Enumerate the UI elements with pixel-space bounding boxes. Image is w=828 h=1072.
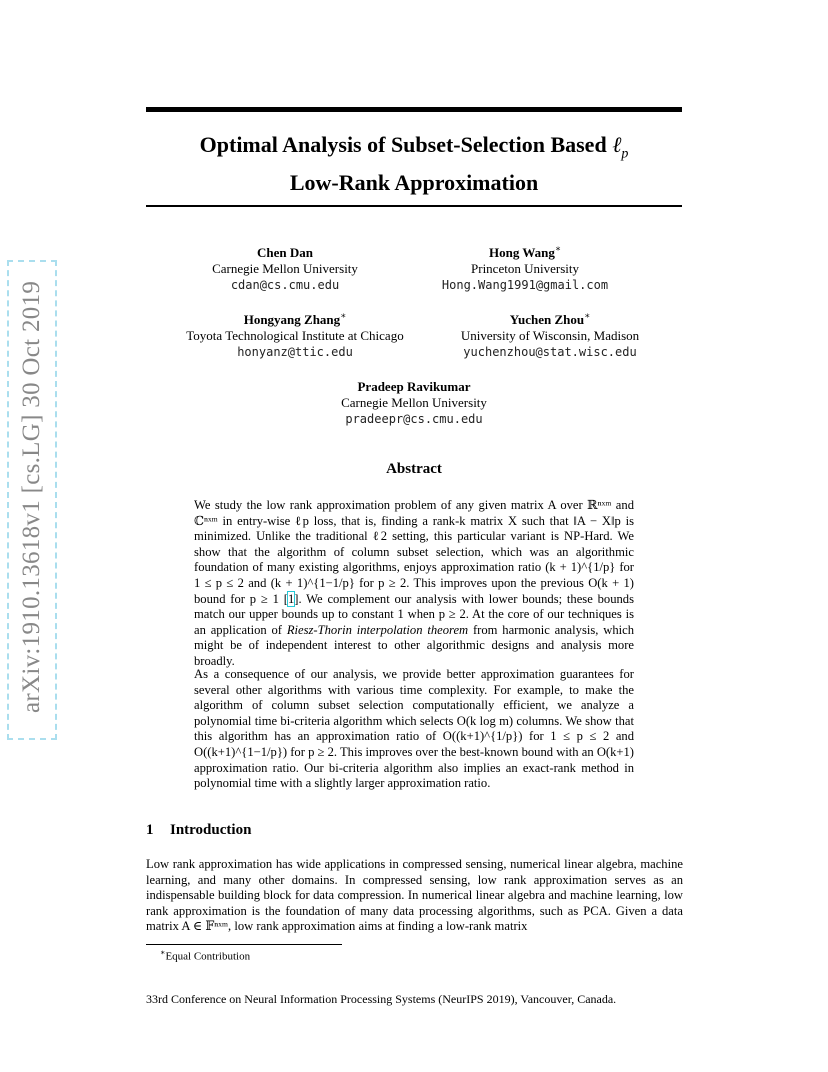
author-block-4 (440, 312, 660, 360)
author-block-2 (420, 245, 630, 293)
author-block-3 (170, 312, 420, 360)
author-name: Pradeep Ravikumar (357, 379, 471, 394)
arxiv-stamp[interactable]: arXiv:1910.13618v1 [cs.LG] 30 Oct 2019 (18, 280, 45, 714)
abstract-emphasis: Riesz-Thorin interpolation theorem (286, 622, 469, 637)
abstract-text: ]. We complement our analysis with lower bounds; these bounds match our upper bounds up to constant 1 when p ≥ 2. At the core of our techniques is an application of (194, 591, 634, 637)
author-name: Hongyang Zhang (243, 312, 341, 327)
author-affiliation: Carnegie Mellon University (341, 395, 487, 410)
title-sub: p (621, 146, 629, 162)
abstract-heading: Abstract (386, 461, 442, 477)
title-ell: ℓ (612, 132, 622, 157)
author-email[interactable]: honyanz@ttic.edu (237, 345, 353, 359)
author-mark: ∗ (340, 310, 347, 321)
author-name: Chen Dan (257, 245, 313, 260)
author-affiliation: Princeton University (471, 261, 579, 276)
section-number: 1 (146, 822, 154, 838)
abstract-text: We study the low rank approximation problem of any given matrix A over ℝⁿˣᵐ and ℂⁿˣᵐ in entry-wise ℓp loss, that is, finding a rank-k matrix X such that ‖A − X‖p is minimized. Unlike the traditional ℓ2 setting, this particular variant is NP-Hard. We show that the algorithm of column subset selection, which was an algorithmic foundation of many existing algorithms, enjoys approximation ratio (k + 1)^{1/p} for 1 ≤ p ≤ 2 and (k + 1)^{1−1/p} for p ≥ 2. This improves upon the previous O(k + 1) bound for p ≥ 1 [ (194, 498, 634, 606)
footnote-mark: ∗ (160, 948, 166, 957)
section-title: Introduction (170, 822, 252, 838)
abstract-paragraph-1 (194, 498, 634, 670)
title-line2: Low-Rank Approximation (289, 170, 539, 196)
author-email[interactable]: yuchenzhou@stat.wisc.edu (463, 345, 637, 359)
title-top-rule (146, 107, 682, 112)
author-email[interactable]: Hong.Wang1991@gmail.com (441, 278, 609, 292)
author-mark: ∗ (584, 310, 591, 321)
footnote-rule (146, 944, 342, 945)
footnote-text: Equal Contribution (165, 950, 251, 963)
title-line1: Optimal Analysis of Subset-Selection Based (199, 132, 613, 157)
abstract-paragraph-2 (194, 667, 634, 792)
author-email[interactable]: cdan@cs.cmu.edu (230, 278, 340, 292)
intro-paragraph: Low rank approximation has wide applications in compressed sensing, numerical linear algebra, machine learning, and many other domains. In compressed sensing, low rank approximation serves as an indispensable building block for data compression. In numerical linear algebra and machine learning, low rank approximation is the foundation of many data processing algorithms, such as PCA. Given a data matrix A ∈ 𝔽ⁿˣᵐ, low rank approximation aims at finding a low-rank matrix (146, 857, 683, 934)
abstract-text: from harmonic analysis, which might be of independent interest to other algorithmic designs and analysis more broadly. (194, 622, 635, 668)
section-heading (146, 822, 251, 839)
footnote (160, 948, 250, 963)
author-block-5 (314, 379, 514, 427)
title-bottom-rule (146, 205, 682, 207)
author-name: Yuchen Zhou (509, 312, 585, 327)
conference-note: 33rd Conference on Neural Information Processing Systems (NeurIPS 2019), Vancouver, Canada. (146, 992, 617, 1006)
author-block-1 (185, 245, 385, 293)
paper-title (146, 130, 682, 197)
author-name: Hong Wang (489, 245, 555, 260)
citation-link[interactable]: 1 (287, 591, 295, 606)
author-mark: ∗ (554, 243, 561, 254)
author-affiliation: Toyota Technological Institute at Chicago (186, 328, 404, 343)
author-email[interactable]: pradeepr@cs.cmu.edu (345, 412, 483, 426)
author-affiliation: Carnegie Mellon University (212, 261, 358, 276)
abstract-text: As a consequence of our analysis, we provide better approximation guarantees for several other algorithms with various time complexity. For example, to make the algorithm of column subset selection computationally efficient, we analyze a polynomial time bi-criteria algorithm which selects O(k log m) columns. We show that this algorithm has an approximation ratio of O((k+1)^{1/p}) for 1 ≤ p ≤ 2 and O((k+1)^{1−1/p}) for p ≥ 2. This improves over the best-known bound with an O(k+1) approximation ratio. Our bi-criteria algorithm also implies an exact-rank method in polynomial time with a slightly larger approximation ratio. (194, 667, 634, 791)
author-affiliation: University of Wisconsin, Madison (460, 328, 640, 343)
